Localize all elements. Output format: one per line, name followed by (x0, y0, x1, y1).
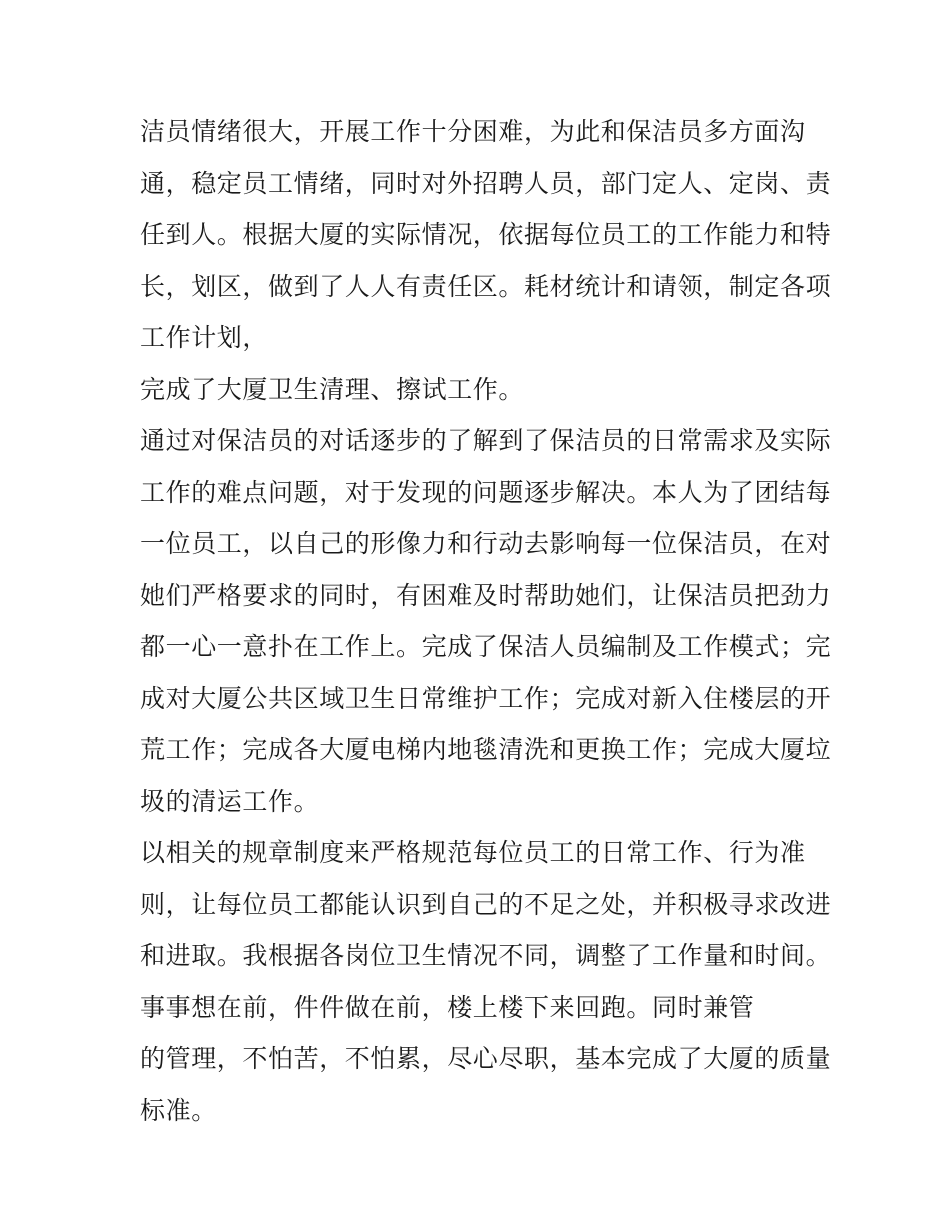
text-line: 通，稳定员工情绪，同时对外招聘人员，部门定人、定岗、责 (140, 168, 832, 198)
text-line: 事事想在前，件件做在前，楼上楼下来回跑。同时兼管 (140, 992, 755, 1022)
text-line: 成对大厦公共区域卫生日常维护工作；完成对新入住楼层的开 (140, 683, 832, 713)
text-line: 标准。 (140, 1095, 217, 1125)
text-line: 工作计划， (140, 323, 269, 352)
text-line: 一位员工，以自己的形像力和行动去影响每一位保洁员，在对 (140, 529, 832, 558)
text-line: 任到人。根据大厦的实际情况，依据每位员工的工作能力和特 (140, 220, 832, 249)
text-line: 洁员情绪很大，开展工作十分困难，为此和保洁员多方面沟 (140, 117, 806, 146)
text-line: 则，让每位员工都能认识到自己的不足之处，并积极寻求改进 (140, 889, 832, 919)
text-line: 通过对保洁员的对话逐步的了解到了保洁员的日常需求及实际 (140, 426, 832, 455)
text-line: 的管理，不怕苦，不怕累，尽心尽职，基本完成了大厦的质量 (140, 1044, 832, 1073)
text-line: 完成了大厦卫生清理、擦试工作。 (140, 374, 525, 404)
text-line: 以相关的规章制度来严格规范每位员工的日常工作、行为准 (140, 838, 806, 867)
text-line: 荒工作；完成各大厦电梯内地毯清洗和更换工作；完成大厦垃 (140, 735, 832, 764)
document-body (140, 106, 832, 1136)
text-line: 她们严格要求的同时，有困难及时帮助她们，让保洁员把劲力 (140, 580, 832, 610)
text-line: 工作的难点问题，对于发现的问题逐步解决。本人为了团结每 (140, 477, 832, 507)
text-line: 和进取。我根据各岗位卫生情况不同，调整了工作量和时间。 (140, 941, 832, 970)
text-line: 都一心一意扑在工作上。完成了保洁人员编制及工作模式；完 (140, 632, 832, 661)
text-line: 长，划区，做到了人人有责任区。耗材统计和请领，制定各项 (140, 271, 832, 301)
text-line: 圾的清运工作。 (140, 786, 320, 816)
